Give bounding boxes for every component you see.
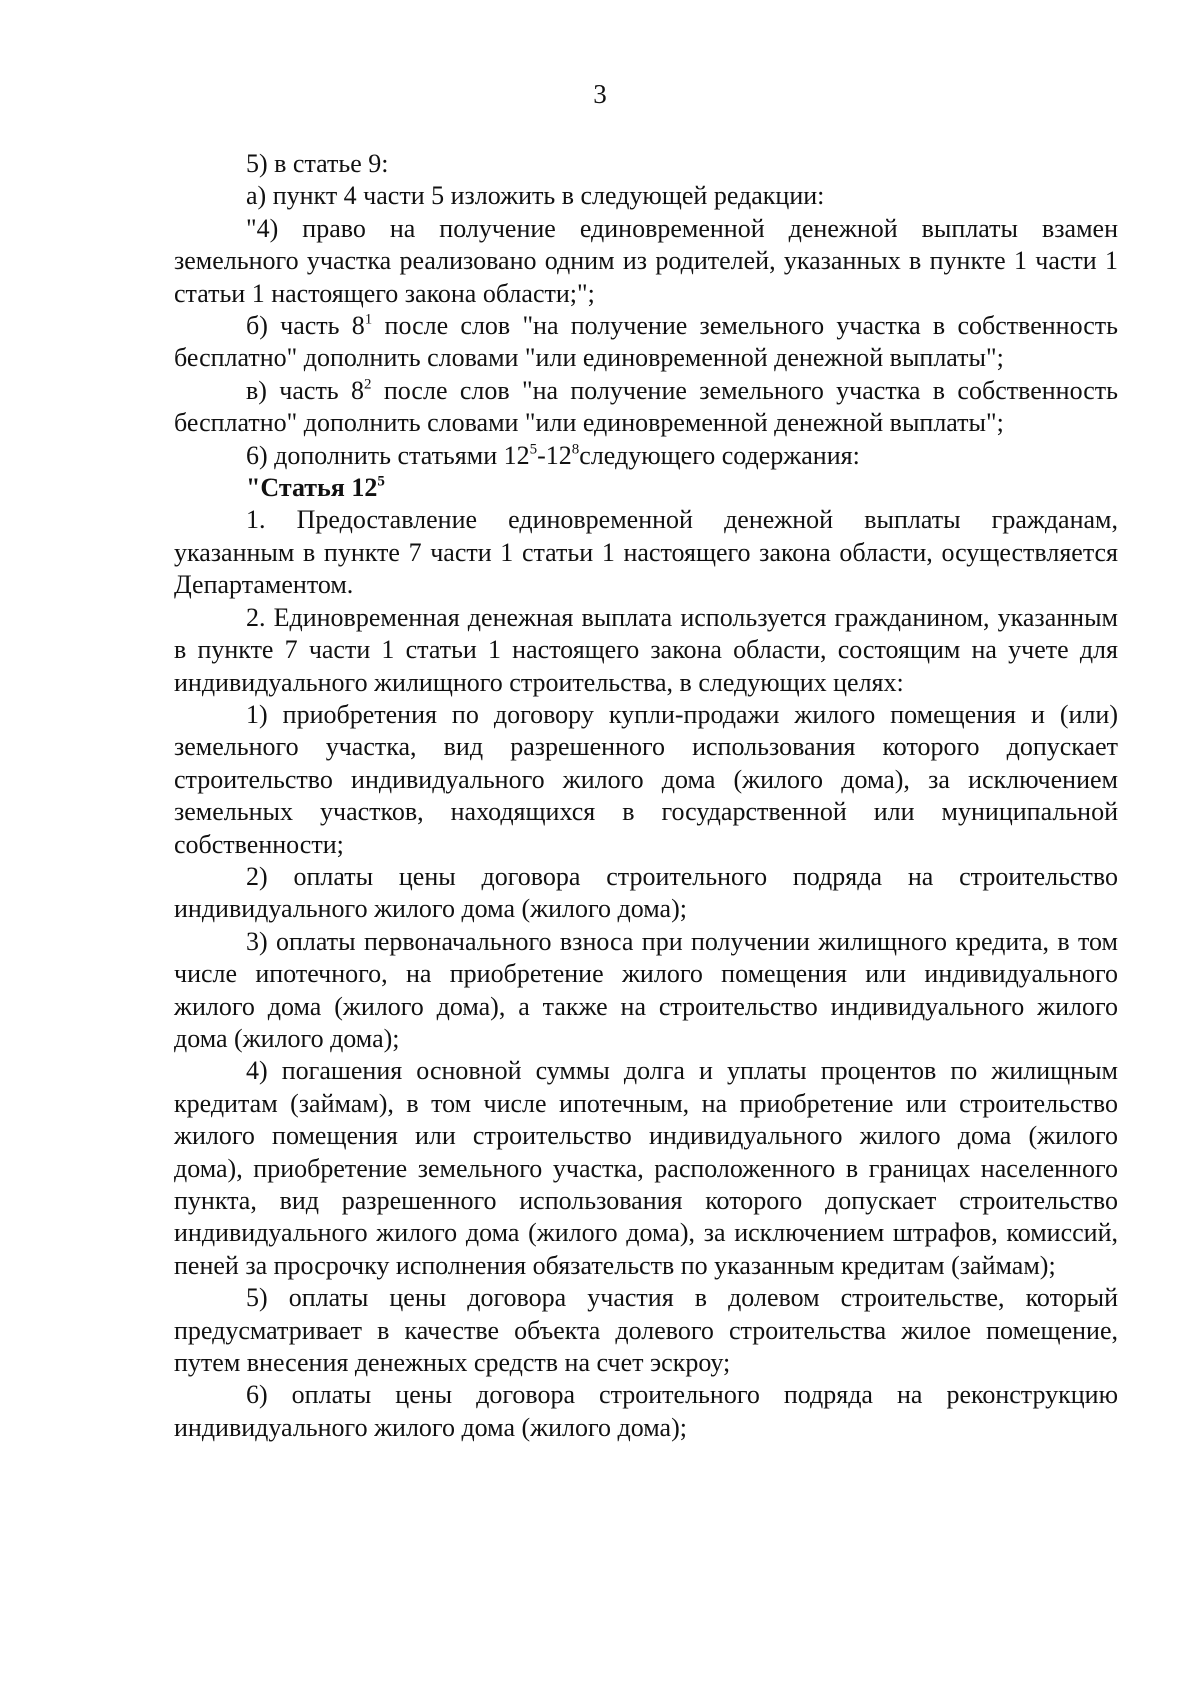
item-v-text-end: после слов "на получение земельного участка в собственность бесплатно" дополнить словами "или единовременной денежной выплаты"; — [174, 375, 1119, 438]
paragraph-clause-2: 2. Единовременная денежная выплата используется гражданином, указанным в пункте 7 части 1 статьи 1 настоящего закона области, состоящим на учете для индивидуального жилищного строительства, в следующих целях: — [174, 602, 1118, 697]
article-heading — [174, 472, 1118, 504]
superscript: 8 — [571, 441, 580, 458]
paragraph-item-b — [174, 310, 1118, 375]
paragraph-item-a: а) пункт 4 части 5 изложить в следующей редакции: — [246, 181, 825, 211]
paragraph-purpose-2: 2) оплаты цены договора строительного подряда на строительство индивидуального жилого дома (жилого дома); — [174, 861, 1118, 924]
superscript: 5 — [377, 473, 385, 490]
paragraph-item-6 — [174, 440, 1118, 472]
item-v-text-start: в) часть 8 — [246, 375, 365, 405]
paragraph-item-v — [174, 375, 1118, 440]
item-6-text-start: 6) дополнить статьями 12 — [246, 440, 530, 470]
paragraph-purpose-6: 6) оплаты цены договора строительного подряда на реконструкцию индивидуального жилого дома (жилого дома); — [174, 1380, 1118, 1442]
paragraph-clause-1: 1. Предоставление единовременной денежной выплаты гражданам, указанным в пункте 7 части 1 статьи 1 настоящего закона области, осуществляется Департаментом. — [174, 505, 1118, 600]
paragraph-purpose-3: 3) оплаты первоначального взноса при получении жилищного кредита, в том числе ипотечного, на приобретение жилого помещения или индивидуального жилого дома (жилого дома), а также на строительство индивидуального жилого дома (жилого дома); — [174, 926, 1118, 1053]
item-6-text-end: следующего содержания: — [579, 440, 860, 470]
paragraph-purpose-5: 5) оплаты цены договора участия в долевом строительстве, который предусматривает в качестве объекта долевого строительства жилое помещение, путем внесения денежных средств на счет эскроу; — [174, 1283, 1118, 1378]
page-number: 3 — [593, 79, 607, 109]
superscript: 2 — [364, 376, 372, 393]
superscript: 5 — [529, 441, 538, 458]
article-heading-text: "Статья 12 — [246, 473, 378, 503]
item-b-text-end: после слов "на получение земельного участка в собственность бесплатно" дополнить словами "или единовременной денежной выплаты"; — [174, 311, 1119, 373]
document-body — [174, 148, 1118, 1444]
item-b-text-start: б) часть 8 — [246, 311, 365, 341]
superscript: 1 — [364, 311, 373, 328]
paragraph-purpose-1: 1) приобретения по договору купли-продажи жилого помещения и (или) земельного участка, вид разрешенного использования которого допускает строительство индивидуального жилого дома (жилого дома), за исключением земельных участков, находящихся в государственной или муниципальной собственности; — [174, 699, 1118, 859]
paragraph-purpose-4: 4) погашения основной суммы долга и уплаты процентов по жилищным кредитам (займам), в том числе ипотечным, на приобретение или строительство жилого помещения или строительство индивидуального жилого дома (жилого дома), приобретение земельного участка, расположенного в границах населенного пункта, вид разрешенного использования которого допускает строительство индивидуального жилого дома (жилого дома), за исключением штрафов, комиссий, пеней за просрочку исполнения обязательств по указанным кредитам (займам); — [174, 1056, 1118, 1280]
item-6-text-middle: -12 — [537, 440, 572, 470]
paragraph-article-9-intro: 5) в статье 9: — [246, 149, 389, 178]
paragraph-quoted-point-4: "4) право на получение единовременной денежной выплаты взамен земельного участка реализовано одним из родителей, указанных в пункте 1 части 1 статьи 1 настоящего закона области;"; — [174, 213, 1118, 308]
